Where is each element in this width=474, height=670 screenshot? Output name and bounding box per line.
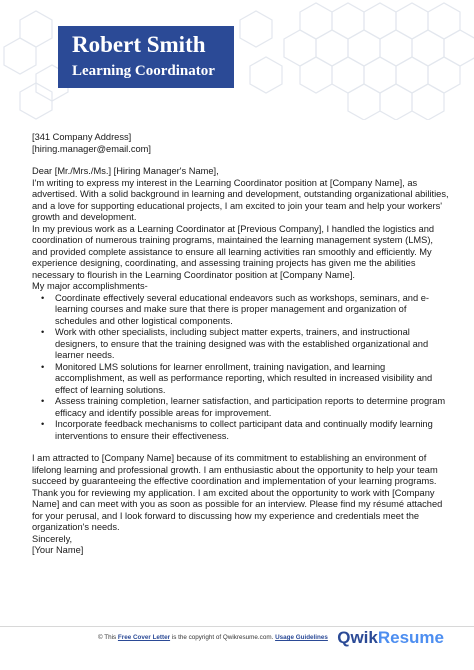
applicant-name: Robert Smith <box>72 32 206 57</box>
logo-text-qwik: Qwik <box>337 628 378 647</box>
recipient-address <box>32 132 450 155</box>
email-line: [hiring.manager@email.com] <box>32 143 151 154</box>
accomplishments-list <box>32 293 450 443</box>
free-cover-letter-link[interactable]: Free Cover Letter <box>117 634 171 641</box>
footer-middle: is the copyright of Qwikresume.com. <box>170 634 276 641</box>
footer-divider <box>0 626 474 627</box>
list-item: • Work with other specialists, including subject matter experts, trainers, and instructional designers, to ensure that the training designed was with the established organizational and learner needs. <box>52 327 450 362</box>
paragraph-experience: In my previous work as a Learning Coordinator at [Previous Company], I handled the logistics and coordination of numerous training programs, maintained the learning management system (LMS), and provided complete assistance to ensure all learning activities ran smoothly and efficiently. My experience designing, coordinating, and assessing training projects has given me the abilities necessary to flourish in the Learning Coordinator position at [Company Name]. <box>32 223 435 280</box>
footer-copyright <box>98 634 328 641</box>
list-item: • Incorporate feedback mechanisms to collect participant data and continually modify learning interventions to ensure their effectiveness. <box>52 419 450 442</box>
list-item: • Coordinate effectively several educational endeavors such as workshops, seminars, and e-learning courses and make sure that there is proper management and organization of schedules and other logistical components. <box>52 293 450 328</box>
accomplishments-heading: My major accomplishments- <box>32 281 148 291</box>
salutation: Dear [Mr./Mrs./Ms.] [Hiring Manager's Name], <box>32 166 219 176</box>
qwikresume-logo <box>337 628 444 648</box>
paragraph-motivation: I am attracted to [Company Name] because of its commitment to establishing an environment of lifelong learning and professional growth. I am enthusiastic about the opportunity to help your team succeed by guaranteeing the effective coordination and implementation of your learning programs. <box>32 453 438 486</box>
letter-body <box>32 132 450 557</box>
paragraph-intro: I'm writing to express my interest in the Learning Coordinator position at [Company Name], as advertised. With a solid background in learning and development, outstanding organizational abilities, and a love for supporting educational projects, I am excited to join your team and help your workers' growth and development. <box>32 177 449 222</box>
list-item: • Assess training completion, learner satisfaction, and participation reports to determine program efficacy and identify possible areas for improvement. <box>52 396 450 419</box>
signature-name: [Your Name] <box>32 545 84 555</box>
usage-guidelines-link[interactable]: Usage Guidelines <box>275 634 328 641</box>
applicant-job-title: Learning Coordinator <box>72 63 215 79</box>
closing <box>32 534 450 557</box>
address-line: [341 Company Address] <box>32 132 132 142</box>
list-item: • Monitored LMS solutions for learner enrollment, training navigation, and learning accomplishment, as well as performance reporting, which resulted in increased visibility and effect of learning solutions. <box>52 362 450 397</box>
logo-text-resume: Resume <box>377 628 444 647</box>
name-banner <box>58 26 234 88</box>
paragraph-thanks: Thank you for reviewing my application. I am excited about the opportunity to work with [Company Name] and can meet with you as soon as possible for an interview. Please find my résumé attached for your perusal, and I look forward to discussing how my experience and credentials meet the organization's needs. <box>32 487 443 532</box>
closing-word: Sincerely, <box>32 533 73 544</box>
footer-prefix: © This <box>98 634 118 641</box>
